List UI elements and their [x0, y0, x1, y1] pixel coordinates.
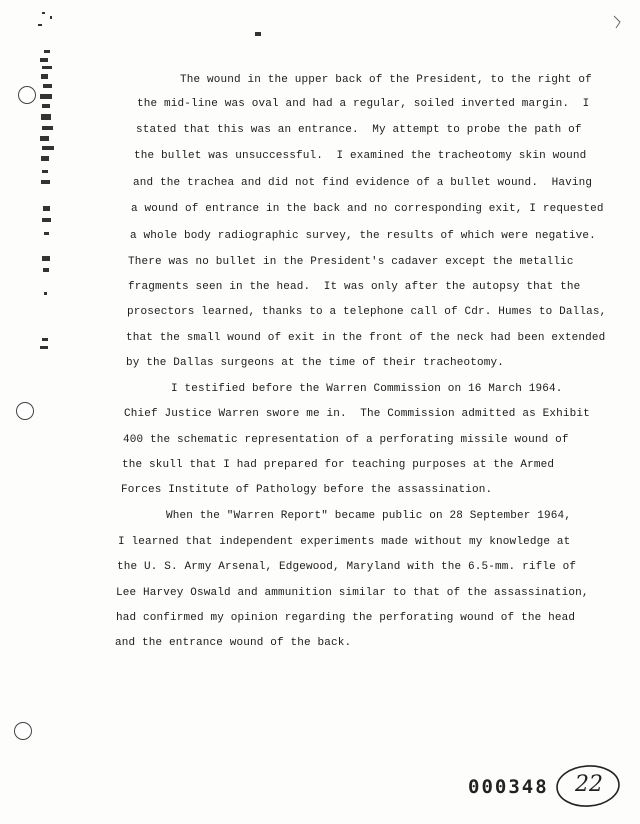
text-line: The wound in the upper back of the President, to the right of — [180, 74, 592, 86]
text-line: 400 the schematic representation of a perforating missile wound of — [123, 434, 569, 446]
text-line: I testified before the Warren Commission on 16 March 1964. — [171, 383, 563, 395]
document-number: 000348 — [468, 776, 549, 798]
text-line: had confirmed my opinion regarding the perforating wound of the head — [116, 612, 576, 624]
text-line: and the entrance wound of the back. — [115, 637, 352, 649]
text-line: the U. S. Army Arsenal, Edgewood, Maryland with the 6.5-mm. rifle of — [117, 561, 577, 573]
text-line: a wound of entrance in the back and no corresponding exit, I requested — [131, 203, 604, 215]
page-number: 22 — [575, 772, 603, 797]
text-line: prosectors learned, thanks to a telephone call of Cdr. Humes to Dallas, — [127, 306, 607, 318]
text-line: Forces Institute of Pathology before the assassination. — [121, 484, 493, 496]
text-line: the skull that I had prepared for teaching purposes at the Armed — [122, 459, 555, 471]
text-line: fragments seen in the head. It was only after the autopsy that the — [128, 281, 581, 293]
text-line: Lee Harvey Oswald and ammunition similar to that of the assassination, — [116, 587, 589, 599]
text-line: stated that this was an entrance. My attempt to probe the path of — [136, 124, 582, 136]
text-line: by the Dallas surgeons at the time of their tracheotomy. — [126, 357, 505, 369]
text-line: There was no bullet in the President's cadaver except the metallic — [128, 256, 574, 268]
text-line: a whole body radiographic survey, the results of which were negative. — [130, 230, 596, 242]
text-line: the bullet was unsuccessful. I examined the tracheotomy skin wound — [134, 150, 587, 162]
text-line: I learned that independent experiments made without my knowledge at — [118, 536, 571, 548]
text-line: and the trachea and did not find evidence of a bullet wound. Having — [133, 177, 593, 189]
text-line: the mid-line was oval and had a regular, soiled inverted margin. I — [137, 98, 590, 110]
text-line: that the small wound of exit in the front of the neck had been extended — [126, 332, 606, 344]
text-line: When the "Warren Report" became public on 28 September 1964, — [166, 510, 572, 522]
binder-hole-bottom — [14, 722, 32, 740]
text-line: Chief Justice Warren swore me in. The Commission admitted as Exhibit — [124, 408, 590, 420]
